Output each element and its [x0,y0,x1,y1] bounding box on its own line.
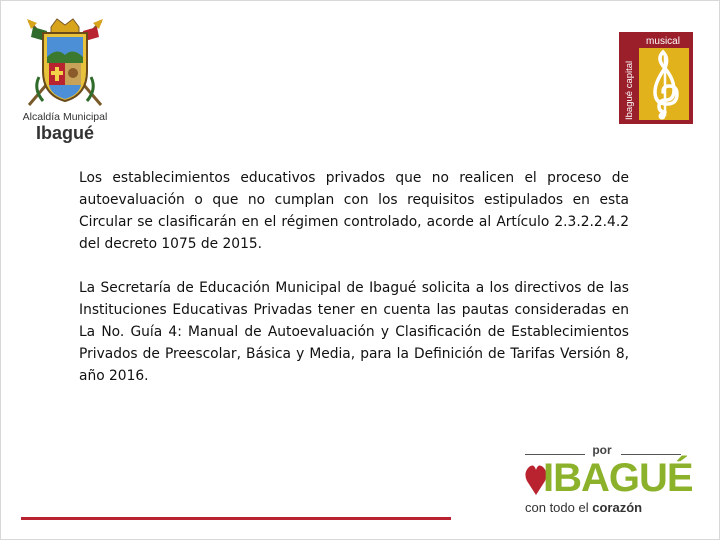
ibague-capital-musical-logo [619,32,693,124]
logo-text-musical: musical [646,36,680,47]
badge-tag-normal: con todo el [525,500,589,515]
body-text [79,167,629,387]
badge-word: IBAGUÉ [543,456,693,500]
logo-caption-line2: Ibagué [35,123,94,143]
alcaldia-logo [15,17,115,147]
logo-caption-line1: Alcaldía Municipal [22,111,108,123]
badge-por: por [592,443,612,457]
badge-line-left [525,454,585,455]
paragraph-2: La Secretaría de Educación Municipal de Ibagué solicita a los directivos de las Instituciones Educativas Privadas tener en cuenta las pautas consideradas en La No. Guía 4: Manual de Autoevaluación y Clasificación de Establecimientos Privados de Preescolar, Básica y Media, para la Definición de Tarifas Versión 8, año 2016. [79,280,629,384]
coat-of-arms-icon [23,17,107,109]
paragraph-1: Los establecimientos educativos privados que no realicen el proceso de autoevaluación o que no cumplan con los requisitos estipulados en esta Circular se clasificarán en el régimen controlado, acorde al Artículo 2.3.2.2.4.2 del decreto 1075 de 2015. [79,170,629,252]
logo-text-vertical: Ibagué capital [624,60,635,120]
badge-tagline [525,500,683,515]
badge-tag-bold: corazón [592,500,643,515]
bottom-rule [21,517,451,520]
badge-line-right [621,454,681,455]
por-ibague-badge [525,443,693,521]
